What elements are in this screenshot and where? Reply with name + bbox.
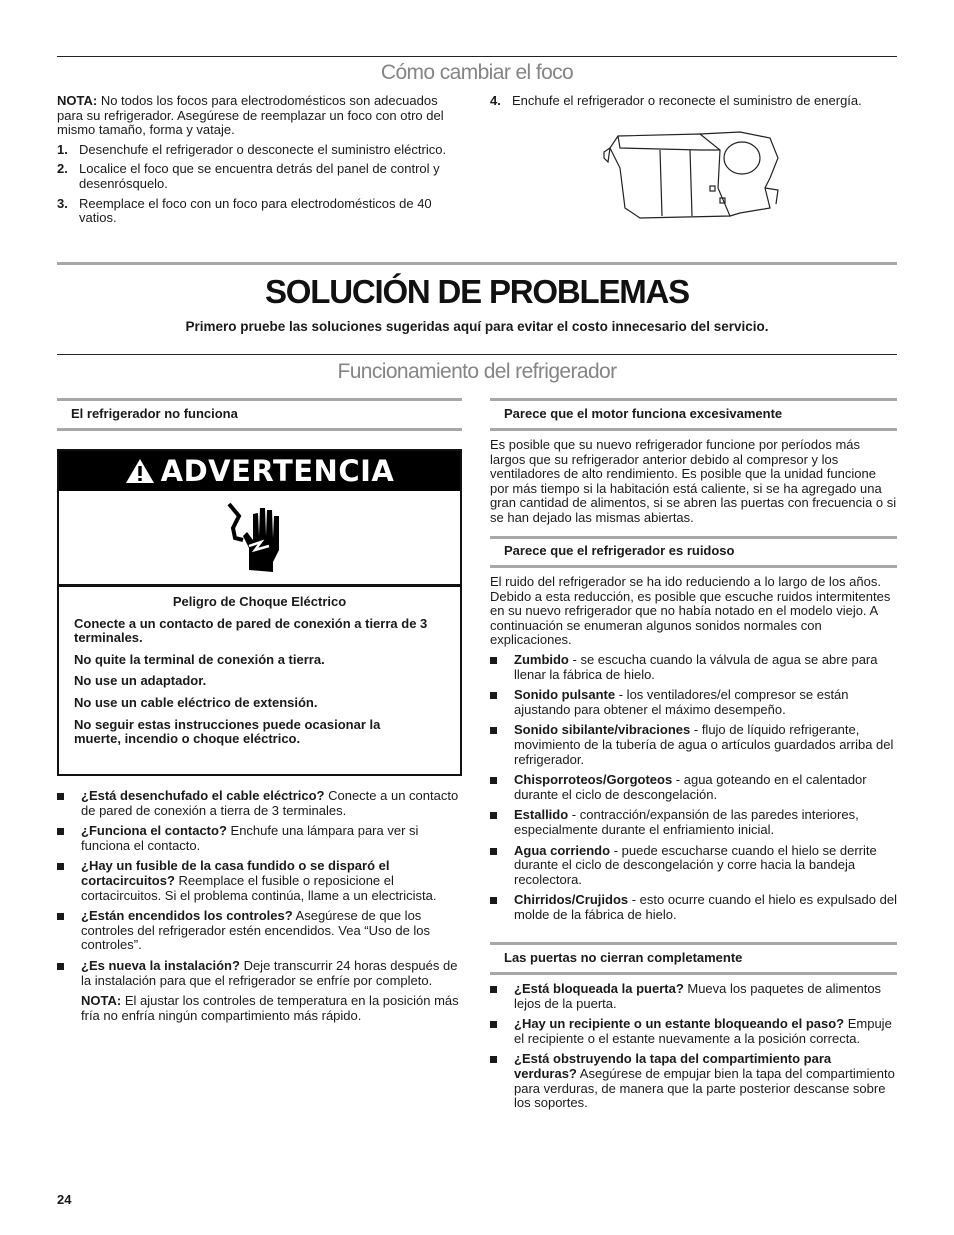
- item-text: Deje transcurrir 24 horas después de la instalación para que el refrigerador se enfríe por completo.: [81, 957, 458, 988]
- bulb-note: [57, 94, 462, 138]
- checklist: [57, 789, 464, 988]
- page-number: 24: [57, 1192, 72, 1207]
- item-label: ¿Es nueva la instalación?: [81, 957, 240, 973]
- bullet-square-icon: [57, 963, 64, 970]
- bullet-square-icon: [490, 897, 497, 904]
- warning-line: No use un cable eléctrico de extensión.: [74, 694, 318, 710]
- step-2: [57, 162, 462, 191]
- item-text: - los ventiladores/el compresor se están ajustando para obtener el máximo desempeño.: [514, 687, 849, 717]
- not-working-note: [57, 994, 464, 1023]
- step-1: [57, 143, 462, 158]
- section-rule: [57, 262, 897, 265]
- item-text: Enchufe una lámpara para ver si funciona el contacto.: [81, 823, 419, 853]
- list-item: [490, 723, 897, 767]
- list-item: [57, 909, 464, 953]
- bullet-square-icon: [490, 777, 497, 784]
- bullet-square-icon: [490, 657, 497, 664]
- warning-line: Conecte a un contacto de pared de conexión a tierra de 3 terminales.: [74, 615, 428, 646]
- item-text: Mueva los paquetes de alimentos lejos de la puerta.: [514, 981, 882, 1011]
- not-working-checklist: [57, 789, 464, 1028]
- step-number: 1.: [57, 141, 68, 157]
- list-item: [57, 959, 464, 988]
- heading-rule: [57, 398, 462, 401]
- warning-image: [59, 491, 460, 587]
- warning-header: [59, 451, 460, 491]
- item-text: Empuje el recipiente o el estante nuevamente a la posición correcta.: [514, 1016, 892, 1046]
- motor-heading: Parece que el motor funciona excesivamente: [504, 406, 783, 421]
- bullet-square-icon: [490, 812, 497, 819]
- intro-rule: [57, 354, 897, 355]
- item-label: ¿Está obstruyendo la tapa del compartimiento para verduras?: [514, 1051, 832, 1081]
- step-number: 4.: [490, 93, 501, 108]
- warning-line: No use un adaptador.: [74, 673, 207, 689]
- step-3: [57, 197, 462, 226]
- item-label: ¿Están encendidos los controles?: [81, 908, 293, 924]
- noise-text: El ruido del refrigerador se ha ido reduciendo a lo largo de los años. Debido a esta reducción, es posible que escuche ruidos intermitentes en su nuevo refrigerador que no había notado en el modelo viejo. A continuación se enumeran algunos sonidos normales con explicaciones.: [490, 574, 891, 648]
- item-text: Conecte a un contacto de pared de conexión a tierra de 3 terminales.: [81, 788, 459, 818]
- item-text: - esto ocurre cuando el hielo es expulsado del molde de la fábrica de hielo.: [514, 892, 897, 922]
- heading-rule: [490, 565, 897, 568]
- bullet-square-icon: [490, 692, 497, 699]
- heading-rule: [490, 428, 897, 431]
- item-label: Sonido pulsante: [514, 687, 616, 703]
- bullet-square-icon: [490, 1021, 497, 1028]
- warning-label: ADVERTENCIA: [160, 453, 395, 488]
- item-label: ¿Funciona el contacto?: [81, 823, 227, 839]
- step-number: 2.: [57, 161, 68, 177]
- warning-line: No seguir estas instrucciones puede ocasionar la muerte, incendio o choque eléctrico.: [74, 716, 381, 747]
- list-item: [490, 688, 897, 717]
- top-rule: [57, 56, 897, 57]
- item-text: - flujo de líquido refrigerante, movimiento de la tubería de agua o artículos guardados arriba del refrigerador.: [514, 722, 894, 767]
- item-label: Chirridos/Crujidos: [514, 892, 629, 908]
- item-label: ¿Está bloqueada la puerta?: [514, 981, 684, 996]
- page-title: SOLUCIÓN DE PROBLEMAS: [265, 273, 689, 310]
- doors-block: [490, 982, 897, 1117]
- list-item: [57, 789, 464, 818]
- item-label: ¿Está desenchufado el cable eléctrico?: [81, 788, 325, 803]
- not-working-heading: El refrigerador no funciona: [71, 406, 238, 421]
- item-label: ¿Hay un recipiente o un estante bloqueando el paso?: [514, 1016, 845, 1032]
- bulb-instructions: [57, 94, 462, 231]
- noise-list: [490, 653, 897, 923]
- bulb-section-title: Cómo cambiar el foco: [380, 61, 574, 84]
- light-bulb-housing-illustration: [600, 128, 800, 224]
- electric-shock-hand-icon: [225, 500, 295, 576]
- heading-rule: [490, 942, 897, 945]
- list-item: [490, 844, 897, 888]
- warning-triangle-icon: [125, 458, 155, 484]
- bullet-square-icon: [490, 727, 497, 734]
- step-text: Localice el foco que se encuentra detrás del panel de control y desenrósquelo.: [79, 161, 440, 191]
- item-text: - contracción/expansión de las paredes interiores, especialmente durante el enfriamiento inicial.: [514, 807, 859, 837]
- note-text: El ajustar los controles de temperatura en la posición más fría no enfría ningún compartimiento más rápido.: [81, 993, 459, 1023]
- note-text: No todos los focos para electrodomésticos son adecuados para su refrigerador. Asegúrese de reemplazar un foco con otro del mismo tamaño, forma y vataje.: [57, 93, 444, 138]
- noise-heading: Parece que el refrigerador es ruidoso: [504, 543, 735, 558]
- bulb-step-4-block: [490, 94, 897, 114]
- note-label: NOTA:: [81, 993, 122, 1009]
- noise-block: [490, 575, 897, 928]
- list-item: [490, 1052, 897, 1110]
- step-text: Desenchufe el refrigerador o desconecte el suministro eléctrico.: [79, 141, 447, 157]
- heading-rule: [490, 536, 897, 539]
- heading-rule: [490, 972, 897, 975]
- warning-text: [59, 587, 460, 747]
- warning-box: [57, 449, 462, 776]
- heading-rule: [490, 398, 897, 401]
- item-label: Sonido sibilante/vibraciones: [514, 722, 691, 738]
- doors-heading: Las puertas no cierran completamente: [504, 950, 743, 965]
- bullet-square-icon: [490, 986, 497, 993]
- bullet-square-icon: [57, 828, 64, 835]
- step-text: Enchufe el refrigerador o reconecte el suministro de energía.: [512, 93, 862, 108]
- list-item: [490, 653, 897, 682]
- item-text: Reemplace el fusible o reposicione el cortacircuitos. Si el problema continúa, llame a un electricista.: [81, 872, 437, 903]
- bullet-square-icon: [57, 793, 64, 800]
- list-item: [57, 859, 464, 903]
- item-text: - se escucha cuando la válvula de agua se abre para llenar la fábrica de hielo.: [514, 651, 878, 682]
- item-text: - puede escucharse cuando el hielo se derrite durante el ciclo de descongelación y corre hacia la bandeja recolectora.: [514, 842, 877, 887]
- bullet-square-icon: [57, 863, 64, 870]
- list-item: [490, 893, 897, 922]
- item-text: - agua goteando en el calentador durante el ciclo de descongelación.: [514, 772, 867, 802]
- motor-text: Es posible que su nuevo refrigerador funcione por períodos más largos que su refrigerador anterior debido al compresor y los ventiladores de alto rendimiento. Es posible que la unidad funcione por más tiempo si la habitación está caliente, si se ha agregado una gran cantidad de alimentos, si se abren las puertas con frecuencia o si se han dejado las mismas abiertas.: [490, 437, 897, 525]
- intro-text: Primero pruebe las soluciones sugeridas aquí para evitar el costo innecesario del servicio.: [185, 319, 769, 334]
- bullet-square-icon: [57, 913, 64, 920]
- item-text: Asegúrese de empujar bien la tapa del compartimiento para verduras, de manera que la parte posterior descanse sobre los soportes.: [514, 1065, 895, 1111]
- doors-list: [490, 982, 897, 1111]
- item-label: Zumbido: [514, 651, 569, 667]
- step-number: 3.: [57, 195, 68, 211]
- item-label: Estallido: [514, 807, 569, 823]
- list-item: [490, 1017, 897, 1046]
- item-label: Agua corriendo: [514, 842, 611, 858]
- bullet-square-icon: [490, 848, 497, 855]
- warning-line: No quite la terminal de conexión a tierra.: [74, 651, 325, 667]
- warning-hazard-title: Peligro de Choque Eléctrico: [172, 594, 347, 609]
- heading-rule: [57, 428, 462, 431]
- item-text: Asegúrese de que los controles del refrigerador estén encendidos. Vea “Uso de los controles”.: [81, 908, 431, 953]
- list-item: [490, 773, 897, 802]
- step-4: [490, 94, 897, 109]
- item-label: ¿Hay un fusible de la casa fundido o se disparó el cortacircuitos?: [81, 858, 390, 888]
- step-text: Reemplace el foco con un foco para electrodomésticos de 40 vatios.: [79, 195, 432, 226]
- list-item: [490, 982, 897, 1011]
- list-item: [490, 808, 897, 837]
- operation-section-title: Funcionamiento del refrigerador: [337, 360, 617, 383]
- item-label: Chisporroteos/Gorgoteos: [514, 772, 673, 788]
- note-label: NOTA:: [57, 93, 98, 108]
- bullet-square-icon: [490, 1056, 497, 1063]
- list-item: [57, 824, 464, 853]
